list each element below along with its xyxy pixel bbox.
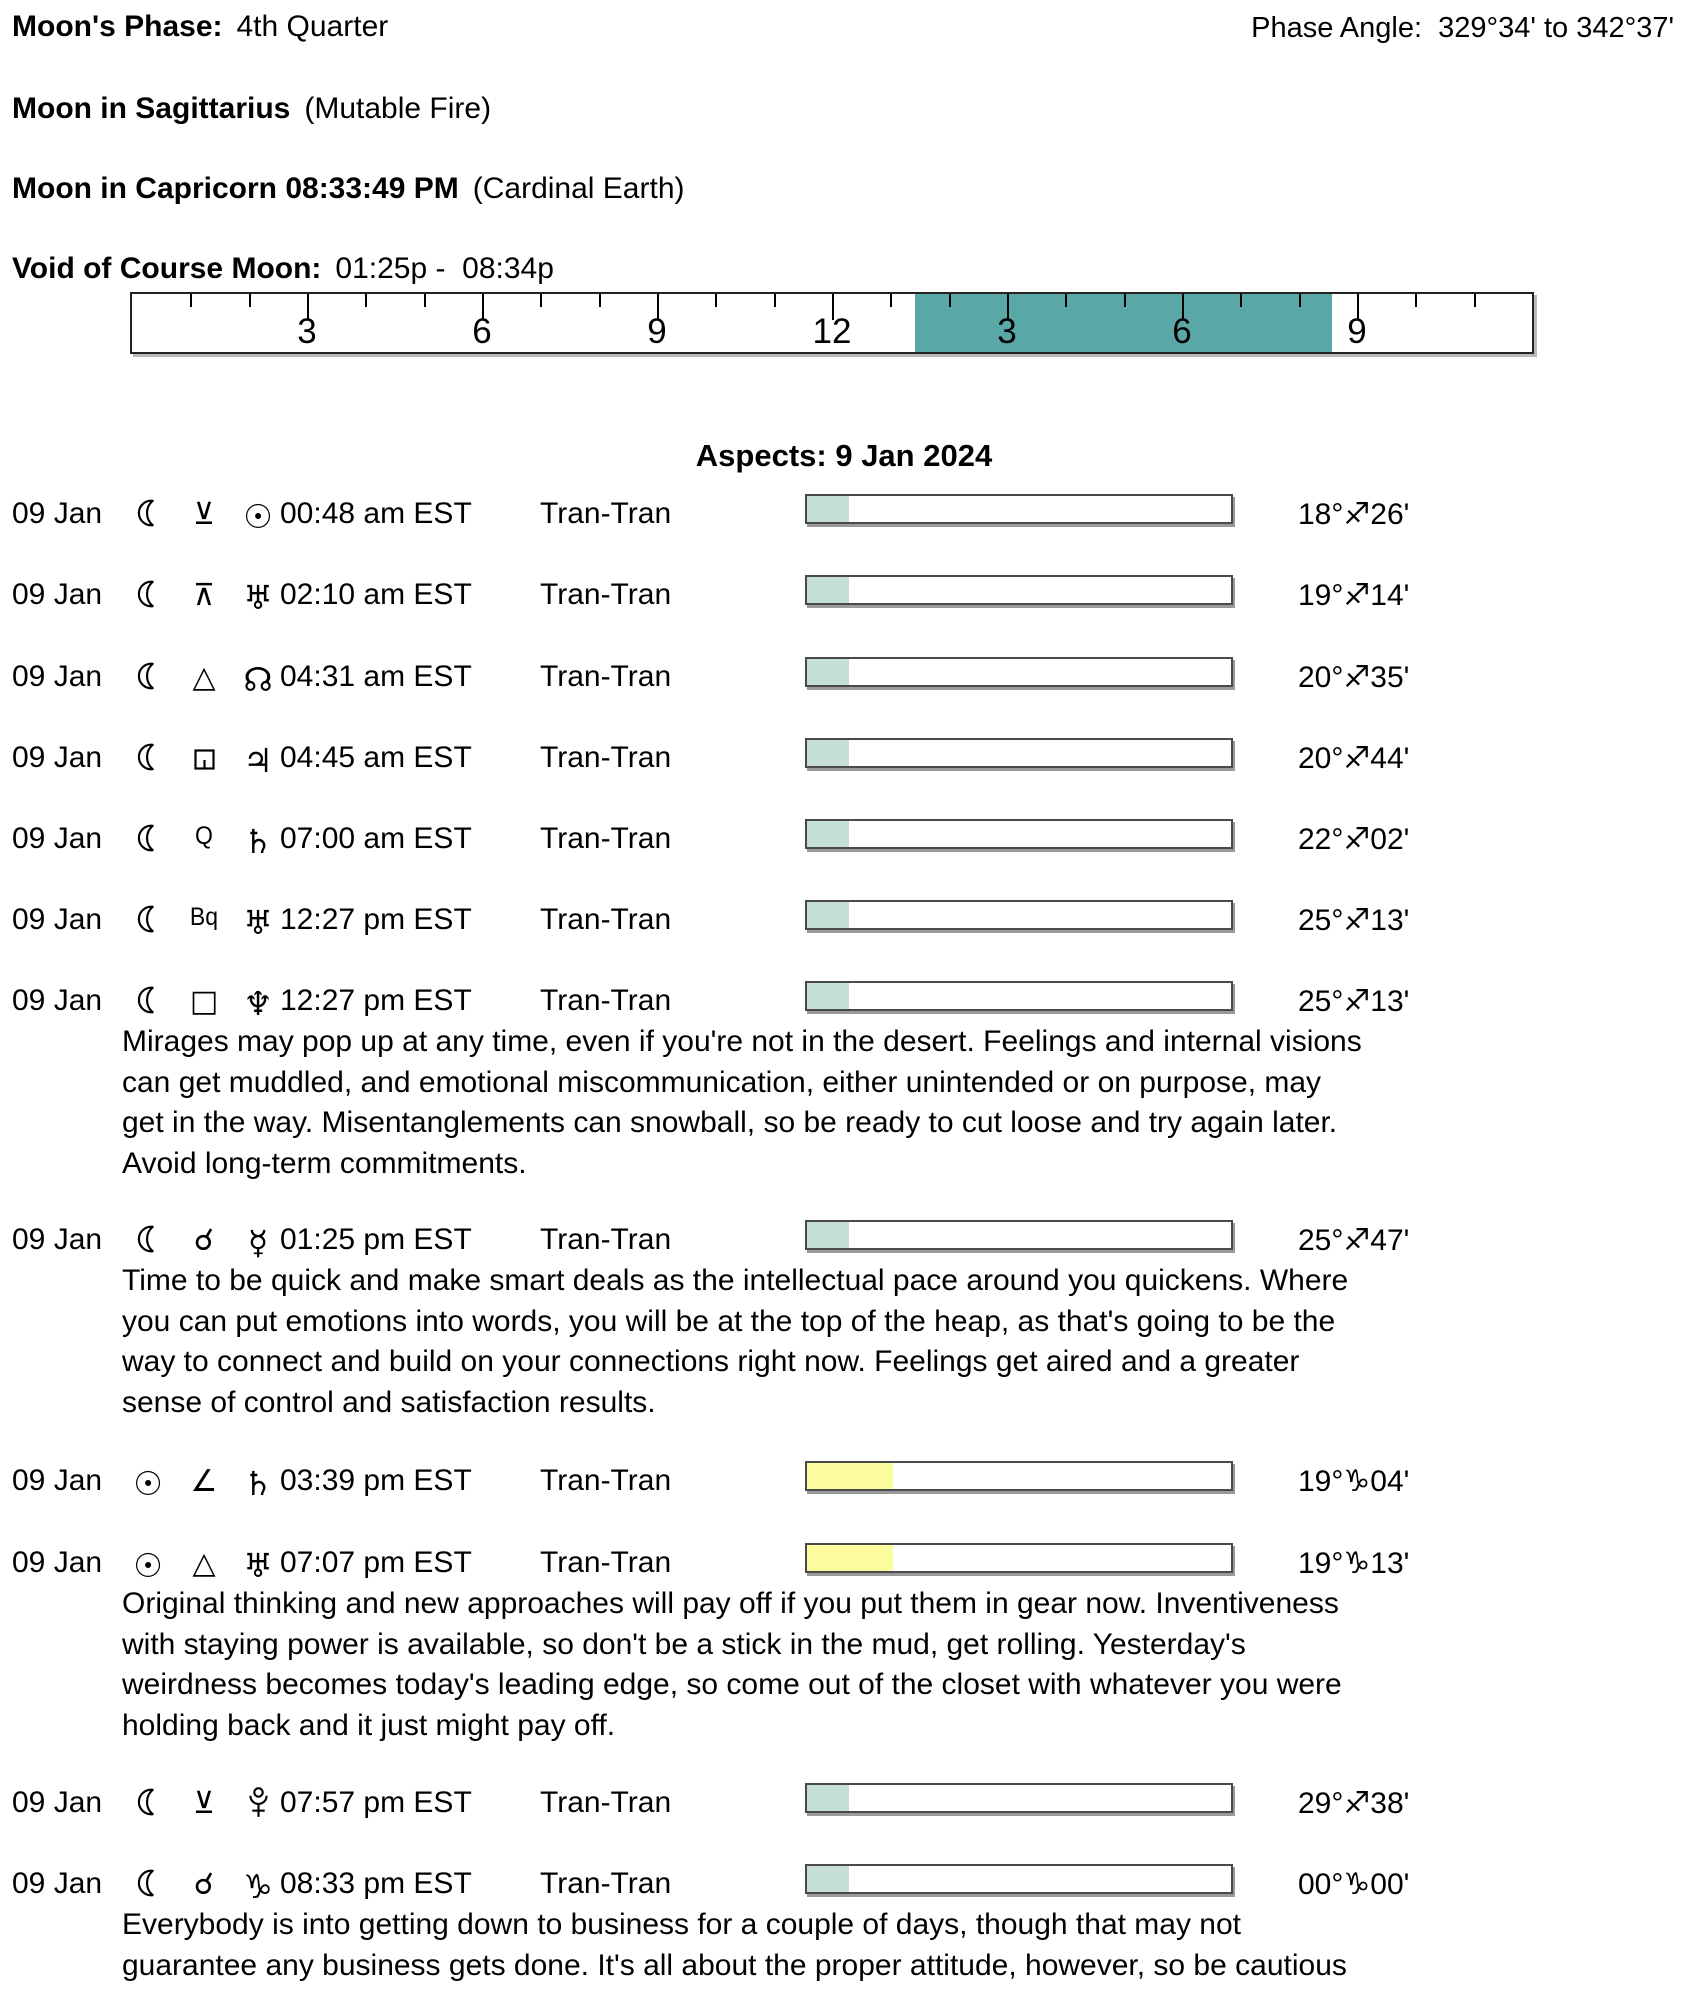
aspect-row bbox=[0, 903, 1688, 947]
aspect-date: 09 Jan bbox=[12, 822, 103, 855]
aspect-date: 09 Jan bbox=[12, 741, 103, 774]
ruler-tick bbox=[599, 294, 601, 307]
orb-progress-fill bbox=[807, 577, 849, 603]
aspect-type: Tran-Tran bbox=[540, 578, 672, 611]
orb-progress-fill bbox=[807, 1785, 849, 1811]
ruler-hour-label: 3 bbox=[297, 312, 317, 351]
aspect-time: 12:27 pm EST bbox=[280, 984, 472, 1017]
aspect-type: Tran-Tran bbox=[540, 1464, 672, 1497]
orb-progress-fill bbox=[807, 1866, 849, 1892]
aspects-title: Aspects: 9 Jan 2024 bbox=[695, 438, 993, 473]
aspect-date: 09 Jan bbox=[12, 1867, 103, 1900]
saturn-glyph: ♄ bbox=[243, 822, 273, 861]
ruler-tick bbox=[715, 294, 717, 307]
jupiter-glyph: ♃ bbox=[243, 741, 273, 780]
aspect-time: 00:48 am EST bbox=[280, 497, 472, 530]
moon-glyph bbox=[122, 741, 174, 777]
moon-glyph bbox=[122, 984, 174, 1020]
aspect-date: 09 Jan bbox=[12, 1464, 103, 1497]
aspect-position: 18°♐26' bbox=[1298, 498, 1410, 531]
quintile-icon: Q bbox=[195, 822, 213, 850]
aspect-type: Tran-Tran bbox=[540, 741, 672, 774]
orb-progress-fill bbox=[807, 740, 849, 766]
aspect-interpretation bbox=[122, 1261, 1348, 1423]
moon-icon bbox=[133, 1223, 163, 1255]
moon-icon bbox=[133, 497, 163, 529]
sesquiquadrate-icon bbox=[193, 748, 216, 771]
ruler-tick bbox=[249, 294, 251, 307]
aspect-position: 19°♑04' bbox=[1298, 1465, 1410, 1498]
interpretation-line: Time to be quick and make smart deals as the intellectual pace around you quickens. Where bbox=[122, 1264, 1349, 1297]
interpretation-line: with staying power is available, so don't be a stick in the mud, get rolling. Yesterday's bbox=[122, 1627, 1246, 1661]
moon-icon bbox=[133, 822, 163, 854]
conjunction-icon: ☌ bbox=[193, 1223, 215, 1258]
aspect-position: 25°♐13' bbox=[1298, 985, 1410, 1018]
pluto-icon bbox=[247, 1786, 270, 1819]
aspect-type: Tran-Tran bbox=[540, 497, 672, 530]
void-of-course-label: Void of Course Moon: bbox=[12, 252, 322, 285]
aspect-position: 19°♑13' bbox=[1298, 1547, 1410, 1580]
aspect-type: Tran-Tran bbox=[540, 1546, 672, 1579]
phase-angle: Phase Angle: 329°34' to 342°37' bbox=[1251, 12, 1674, 44]
moon-phase-label: Moon's Phase: bbox=[12, 10, 223, 43]
interpretation-line: weirdness becomes today's leading edge, so come out of the closet with whatever you were bbox=[122, 1668, 1342, 1701]
aspect-type: Tran-Tran bbox=[540, 822, 672, 855]
interpretation-line: get in the way. Misentanglements can snowball, so be ready to cut loose and try again later. bbox=[122, 1106, 1338, 1139]
aspect-position: 22°♐02' bbox=[1298, 823, 1410, 856]
aspect-interpretation bbox=[122, 1905, 1347, 1986]
void-of-course-ruler bbox=[130, 292, 1534, 354]
moon-icon bbox=[133, 741, 163, 773]
moon-icon bbox=[133, 903, 163, 935]
aspect-row bbox=[0, 497, 1688, 541]
orb-progress-fill bbox=[807, 496, 849, 522]
ruler-hour-label: 9 bbox=[1347, 312, 1367, 351]
aspect-type: Tran-Tran bbox=[540, 1223, 672, 1256]
ruler-tick bbox=[540, 294, 542, 307]
aspect-date: 09 Jan bbox=[12, 1223, 103, 1256]
aspect-time: 07:07 pm EST bbox=[280, 1546, 472, 1579]
moon-sign-line bbox=[12, 92, 491, 126]
aspect-time: 12:27 pm EST bbox=[280, 903, 472, 936]
moon-icon bbox=[133, 1786, 163, 1818]
conjunction-icon: ☌ bbox=[193, 1867, 215, 1902]
moon-glyph bbox=[122, 1867, 174, 1903]
north-node-glyph: ☊ bbox=[243, 660, 273, 699]
ruler-tick bbox=[1415, 294, 1417, 307]
sun-glyph: ☉ bbox=[243, 497, 273, 536]
capricorn-glyph: ♑ bbox=[243, 1867, 273, 1906]
aspect-time: 03:39 pm EST bbox=[280, 1464, 472, 1497]
aspect-time: 07:57 pm EST bbox=[280, 1786, 472, 1819]
aspect-date: 09 Jan bbox=[12, 1546, 103, 1579]
moon-glyph bbox=[122, 822, 174, 858]
orb-progress-bar bbox=[805, 1543, 1233, 1573]
aspect-date: 09 Jan bbox=[12, 984, 103, 1017]
sun-glyph: ☉ bbox=[133, 1464, 163, 1503]
aspect-row bbox=[0, 741, 1688, 785]
ruler-tick bbox=[1474, 294, 1476, 307]
orb-progress-fill bbox=[807, 1463, 893, 1489]
orb-progress-bar bbox=[805, 819, 1233, 849]
orb-progress-fill bbox=[807, 1545, 893, 1571]
aspect-time: 04:31 am EST bbox=[280, 660, 472, 693]
moon-glyph bbox=[122, 578, 174, 614]
moon-glyph bbox=[122, 1223, 174, 1259]
orb-progress-bar bbox=[805, 494, 1233, 524]
orb-progress-bar bbox=[805, 1783, 1233, 1813]
orb-progress-fill bbox=[807, 902, 849, 928]
moon-ingress-element: (Cardinal Earth) bbox=[472, 172, 685, 205]
moon-glyph bbox=[122, 497, 174, 533]
semisextile-icon: ⊻ bbox=[193, 497, 215, 532]
aspect-row bbox=[0, 1786, 1688, 1830]
ruler-tick bbox=[365, 294, 367, 307]
trine-icon: △ bbox=[192, 1546, 216, 1581]
biquintile-icon: Bq bbox=[189, 903, 219, 931]
orb-progress-bar bbox=[805, 1864, 1233, 1894]
interpretation-line: sense of control and satisfaction results. bbox=[122, 1385, 656, 1419]
aspect-date: 09 Jan bbox=[12, 660, 103, 693]
aspect-row bbox=[0, 660, 1688, 704]
neptune-glyph: ♆ bbox=[243, 984, 273, 1023]
ruler-tick bbox=[1124, 294, 1126, 307]
pluto-glyph bbox=[232, 1786, 284, 1823]
aspect-time: 07:00 am EST bbox=[280, 822, 472, 855]
aspect-row bbox=[0, 578, 1688, 622]
aspect-type: Tran-Tran bbox=[540, 660, 672, 693]
moon-sign-label: Moon in Sagittarius bbox=[12, 92, 291, 125]
aspect-position: 25°♐47' bbox=[1298, 1224, 1410, 1257]
interpretation-line: can get muddled, and emotional miscommunication, either unintended or on purpose, may bbox=[122, 1065, 1322, 1099]
moon-icon bbox=[133, 984, 163, 1016]
aspect-time: 04:45 am EST bbox=[280, 741, 472, 774]
moon-ingress-line bbox=[12, 172, 685, 206]
aspect-row bbox=[0, 822, 1688, 866]
ruler-hour-label: 9 bbox=[647, 312, 667, 351]
ruler-tick bbox=[190, 294, 192, 307]
ruler-tick bbox=[1065, 294, 1067, 307]
ruler-hour-label: 6 bbox=[472, 312, 492, 351]
moon-icon bbox=[133, 578, 163, 610]
orb-progress-fill bbox=[807, 1222, 849, 1248]
moon-phase-value: 4th Quarter bbox=[236, 10, 389, 43]
orb-progress-bar bbox=[805, 1220, 1233, 1250]
aspect-position: 20°♐35' bbox=[1298, 661, 1410, 694]
moon-glyph bbox=[122, 660, 174, 696]
orb-progress-fill bbox=[807, 659, 849, 685]
moon-sign-element: (Mutable Fire) bbox=[304, 92, 492, 125]
sun-glyph: ☉ bbox=[133, 1546, 163, 1585]
ruler-tick bbox=[424, 294, 426, 307]
quincunx-icon: ⊼ bbox=[193, 578, 215, 613]
orb-progress-bar bbox=[805, 1461, 1233, 1491]
aspect-date: 09 Jan bbox=[12, 578, 103, 611]
ruler-tick bbox=[1299, 294, 1301, 307]
aspect-type: Tran-Tran bbox=[540, 1867, 672, 1900]
interpretation-line: you can put emotions into words, you will be at the top of the heap, as that's going to be the bbox=[122, 1304, 1336, 1338]
mercury-glyph: ☿ bbox=[247, 1223, 269, 1262]
orb-progress-bar bbox=[805, 981, 1233, 1011]
semisextile-icon: ⊻ bbox=[193, 1786, 215, 1821]
aspect-interpretation bbox=[122, 1022, 1362, 1184]
orb-progress-fill bbox=[807, 983, 849, 1009]
moon-phase-line bbox=[12, 10, 388, 44]
interpretation-line: way to connect and build on your connections right now. Feelings get aired and a greater bbox=[122, 1345, 1300, 1378]
interpretation-line: Avoid long-term commitments. bbox=[122, 1146, 527, 1180]
orb-progress-bar bbox=[805, 657, 1233, 687]
ruler-tick bbox=[774, 294, 776, 307]
aspect-row bbox=[0, 1464, 1688, 1508]
interpretation-line: Original thinking and new approaches will pay off if you put them in gear now. Inventiveness bbox=[122, 1587, 1339, 1620]
void-of-course-line bbox=[12, 252, 554, 286]
ruler-hour-label: 3 bbox=[997, 312, 1017, 351]
uranus-glyph: ♅ bbox=[243, 1546, 273, 1585]
aspect-type: Tran-Tran bbox=[540, 1786, 672, 1819]
aspect-type: Tran-Tran bbox=[540, 903, 672, 936]
aspect-date: 09 Jan bbox=[12, 497, 103, 530]
moon-glyph bbox=[122, 1786, 174, 1822]
aspect-type: Tran-Tran bbox=[540, 984, 672, 1017]
aspect-date: 09 Jan bbox=[12, 903, 103, 936]
interpretation-line: guarantee any business gets done. It's all about the proper attitude, however, so be cautious bbox=[122, 1948, 1347, 1982]
sesquiquadrate-icon bbox=[176, 741, 232, 775]
interpretation-line: holding back and it just might pay off. bbox=[122, 1708, 616, 1742]
aspect-position: 20°♐44' bbox=[1298, 742, 1410, 775]
orb-progress-bar bbox=[805, 738, 1233, 768]
ruler-tick bbox=[890, 294, 892, 307]
ruler-tick bbox=[1240, 294, 1242, 307]
orb-progress-bar bbox=[805, 900, 1233, 930]
aspect-position: 29°♐38' bbox=[1298, 1787, 1410, 1820]
trine-icon: △ bbox=[192, 660, 216, 695]
uranus-glyph: ♅ bbox=[243, 578, 273, 617]
aspect-date: 09 Jan bbox=[12, 1786, 103, 1819]
orb-progress-fill bbox=[807, 821, 849, 847]
void-of-course-value: 01:25p - 08:34p bbox=[335, 252, 554, 285]
ruler-hour-label: 12 bbox=[812, 312, 852, 351]
interpretation-line: Everybody is into getting down to business for a couple of days, though that may not bbox=[122, 1908, 1242, 1941]
uranus-glyph: ♅ bbox=[243, 903, 273, 942]
moon-icon bbox=[133, 1867, 163, 1899]
saturn-glyph: ♄ bbox=[243, 1464, 273, 1503]
aspect-position: 00°♑00' bbox=[1298, 1868, 1410, 1901]
moon-icon bbox=[133, 660, 163, 692]
aspect-time: 08:33 pm EST bbox=[280, 1867, 472, 1900]
aspect-position: 25°♐13' bbox=[1298, 904, 1410, 937]
ruler-hour-label: 6 bbox=[1172, 312, 1192, 351]
aspect-time: 02:10 am EST bbox=[280, 578, 472, 611]
ruler-tick bbox=[949, 294, 951, 307]
moon-glyph bbox=[122, 903, 174, 939]
aspect-time: 01:25 pm EST bbox=[280, 1223, 472, 1256]
square-icon: □ bbox=[189, 984, 219, 1019]
aspect-position: 19°♐14' bbox=[1298, 579, 1410, 612]
moon-ingress-label: Moon in Capricorn 08:33:49 PM bbox=[12, 172, 459, 205]
interpretation-line: Mirages may pop up at any time, even if you're not in the desert. Feelings and internal visions bbox=[122, 1025, 1362, 1058]
semisquare-icon: ∠ bbox=[190, 1464, 218, 1499]
orb-progress-bar bbox=[805, 575, 1233, 605]
aspect-interpretation bbox=[122, 1584, 1342, 1746]
